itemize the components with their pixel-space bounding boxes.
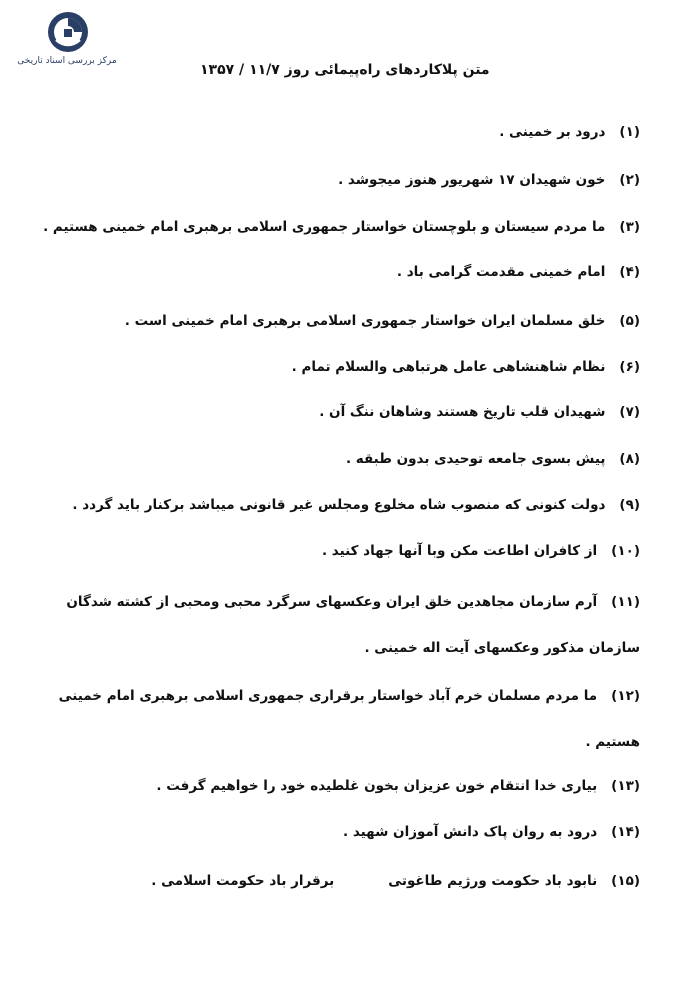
slogan-line	[292, 359, 640, 375]
slogan-line	[72, 497, 640, 513]
slogan-line	[59, 688, 640, 704]
slogan-number: (۱۰)	[611, 543, 640, 559]
slogan-line	[156, 778, 640, 794]
slogan-line	[151, 873, 640, 889]
slogan-line	[346, 451, 640, 467]
slogan-number: (۲)	[619, 172, 640, 188]
slogan-line	[397, 264, 640, 280]
slogan-number: (۷)	[619, 404, 640, 420]
slogan-number: (۴)	[619, 264, 640, 280]
slogan-line	[343, 824, 640, 840]
slogan-number: (۵)	[619, 313, 640, 329]
slogan-text: درود بر خمینی .	[499, 124, 606, 140]
slogan-number: (۱)	[619, 124, 640, 140]
slogan-line	[125, 313, 640, 329]
slogan-text: امام خمینی مقدمت گرامی باد .	[396, 264, 606, 280]
slogan-text: خلق مسلمان ایران خواستار جمهوری اسلامی برهبری امام خمینی است .	[124, 313, 606, 329]
slogan-continuation: سازمان مذکور وعکسهای آیت اله خمینی .	[364, 640, 640, 656]
slogan-number: (۱۵)	[611, 873, 640, 889]
slogan-number: (۱۴)	[611, 824, 640, 840]
document-title: متن پلاکاردهای راه‌پیمائی روز ۱۱/۷ / ۱۳۵۷	[200, 62, 490, 78]
slogan-text: بیاری خدا انتقام خون عزیزان بخون غلطیده خود را خواهیم گرفت .	[156, 778, 598, 794]
slogan-text: از کافران اطاعت مکن وبا آنها جهاد کنید .	[321, 543, 598, 559]
slogan-number: (۳)	[619, 219, 640, 235]
slogan-text: ما مردم مسلمان خرم آباد خواستار برقراری جمهوری اسلامی برهبری امام خمینی	[58, 688, 598, 704]
slogan-text: پیش بسوی جامعه توحیدی بدون طبقه .	[345, 451, 606, 467]
archive-logo-text: مرکز بررسی اسناد تاریخی	[17, 56, 117, 66]
slogan-line	[338, 172, 640, 188]
slogan-continuation: هستیم .	[585, 734, 640, 750]
slogan-text: نابود باد حکومت ورژیم طاغوتی	[388, 873, 598, 889]
slogan-line	[66, 594, 640, 610]
slogan-text: درود به روان پاک دانش آموزان شهید .	[343, 824, 598, 840]
slogan-line	[322, 543, 640, 559]
slogan-number: (۱۳)	[611, 778, 640, 794]
slogan-list	[40, 0, 660, 1000]
slogan-line	[319, 404, 640, 420]
slogan-number: (۶)	[619, 359, 640, 375]
slogan-number: (۱۲)	[611, 688, 640, 704]
slogan-number: (۱۱)	[611, 594, 640, 610]
slogan-text: خون شهیدان ۱۷ شهریور هنوز میجوشد .	[338, 172, 606, 188]
slogan-text-secondary: برقرار باد حکومت اسلامی .	[151, 873, 335, 889]
slogan-text: نظام شاهنشاهی عامل هرتباهی والسلام تمام .	[291, 359, 606, 375]
slogan-text: دولت کنونی که منصوب شاه مخلوع ومجلس غیر قانونی میباشد برکنار باید گردد .	[72, 497, 606, 513]
slogan-number: (۹)	[619, 497, 640, 513]
slogan-text: ما مردم سیستان و بلوچستان خواستار جمهوری اسلامی برهبری امام خمینی هستیم .	[43, 219, 606, 235]
slogan-line	[43, 219, 640, 235]
slogan-number: (۸)	[619, 451, 640, 467]
slogan-line	[499, 124, 640, 140]
slogan-text: آرم سازمان مجاهدین خلق ایران وعکسهای سرگرد محبی ومحبی از کشته شدگان	[66, 594, 598, 610]
slogan-text: شهیدان قلب تاریخ هستند وشاهان ننگ آن .	[319, 404, 606, 420]
